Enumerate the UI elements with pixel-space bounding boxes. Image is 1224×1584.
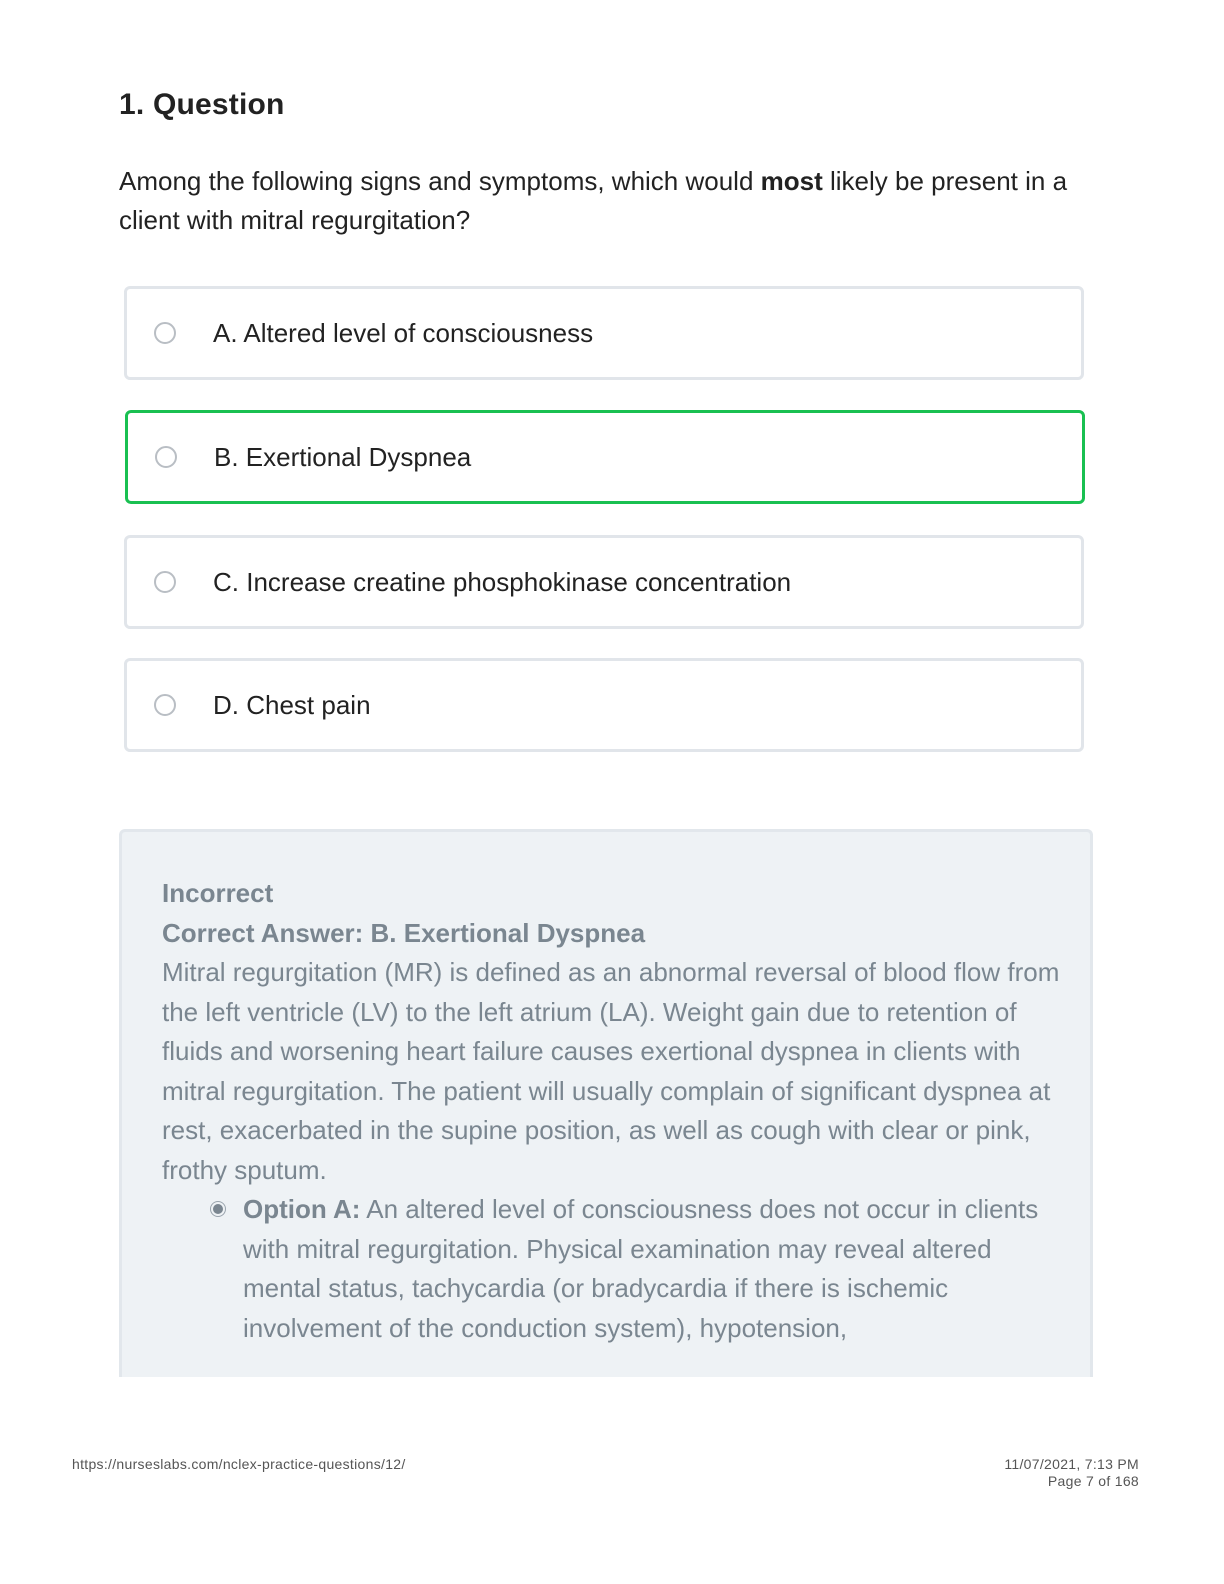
option-label: B. Exertional Dyspnea [214, 442, 472, 472]
explanation-bullets [162, 1190, 1062, 1348]
footer-page-number: Page 7 of 168 [1047, 1473, 1139, 1489]
option-c[interactable] [124, 535, 1084, 629]
question-heading: 1. Question [119, 88, 285, 121]
answer-status: Incorrect [162, 878, 274, 908]
question-text [119, 162, 1109, 240]
explanation-content [162, 874, 1062, 1348]
footer-datetime: 11/07/2021, 7:13 PM [1004, 1456, 1139, 1472]
radio-button-icon[interactable] [155, 446, 177, 468]
correct-answer: Correct Answer: B. Exertional Dyspnea [162, 917, 646, 948]
footer-meta [1004, 1456, 1139, 1490]
bullet-text: An altered level of consciousness does not occur in clients with mitral regurgitation. Physical examination may reveal altered mental status, tachycardia (or bradycardia if there is ischemic involvement of the conduction system), hypotension, [243, 1194, 1039, 1343]
footer-url: https://nurseslabs.com/nclex-practice-questions/12/ [72, 1456, 406, 1472]
explanation-body: Mitral regurgitation (MR) is defined as an abnormal reversal of blood flow from the left ventricle (LV) to the left atrium (LA). Weight gain due to retention of fluids and worsening heart failure causes exertional dyspnea in clients with mitral regurgitation. The patient will usually complain of significant dyspnea at rest, exacerbated in the supine position, as well as cough with clear or pink, frothy sputum. [162, 957, 1060, 1185]
radio-button-icon[interactable] [154, 694, 176, 716]
option-label: D. Chest pain [213, 690, 371, 720]
bullet-option-a [162, 1190, 1062, 1348]
bullet-icon [213, 1204, 223, 1214]
option-b[interactable] [125, 410, 1085, 504]
explanation-panel [119, 829, 1093, 1377]
question-text-after: likely be present in a client with mitral regurgitation? [119, 166, 1068, 235]
radio-button-icon[interactable] [154, 571, 176, 593]
question-text-before: Among the following signs and symptoms, which would [119, 166, 761, 196]
radio-button-icon[interactable] [154, 322, 176, 344]
option-d[interactable] [124, 658, 1084, 752]
option-label: C. Increase creatine phosphokinase concentration [213, 567, 792, 597]
option-a[interactable] [124, 286, 1084, 380]
option-label: A. Altered level of consciousness [213, 318, 594, 348]
question-text-emphasis: most [760, 166, 823, 196]
bullet-title: Option A: [243, 1194, 361, 1224]
